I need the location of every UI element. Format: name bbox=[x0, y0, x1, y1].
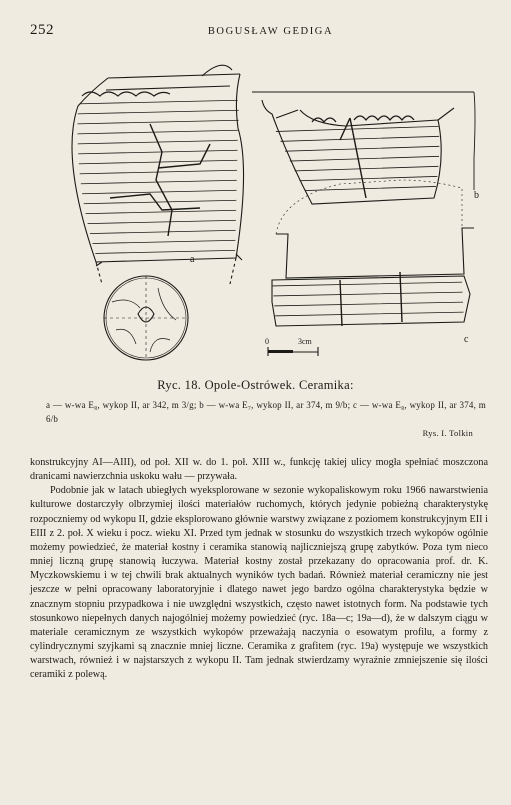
scale-value-label: 3cm bbox=[298, 337, 312, 346]
vessel-c-label: c bbox=[464, 334, 469, 345]
vessel-c-drawing bbox=[268, 180, 474, 326]
figure-caption-title: Ryc. 18. Opole-Ostrówek. Ceramika: bbox=[157, 378, 354, 392]
scale-zero-label: 0 bbox=[265, 337, 269, 346]
vessel-base-drawing bbox=[104, 276, 188, 360]
vessel-a-label: a bbox=[190, 254, 195, 265]
pottery-figure bbox=[50, 48, 500, 370]
body-text bbox=[30, 456, 488, 683]
pottery-drawing bbox=[50, 48, 500, 370]
figure-caption-text: a — w-wa E₈, wykop II, ar 342, m 3/g; b — w-wa E₇, wykop II, ar 374, m 9/b; c — w-wa E₈, wykop II, ar 374, m 6/b bbox=[46, 400, 486, 424]
paragraph: konstrukcyjny AI—AIII), od poł. XII w. do 1. poł. XIII w., funkcję takiej ulicy mogła spełniać moszczona dranicami nawierzchnia uskoku wału — przywała. bbox=[30, 457, 488, 483]
vessel-b-label: b bbox=[474, 190, 479, 201]
vessel-a-drawing bbox=[70, 65, 250, 284]
scale-bar bbox=[268, 347, 318, 356]
figure-credit: Rys. I. Tolkin bbox=[422, 428, 473, 438]
paragraph: Podobnie jak w latach ubiegłych wyeksplorowane w sezonie wykopaliskowym roku 1966 nawarstwienia kulturowe dostarczyły olbrzymiej ilości materiałów ruchomych, których jedynie pobieżną charakterystykę rozpoczniemy od wykopu II, gdzie eksplorowano głównie warstwy związane z poziomem konstrukcyjnym EII i EIII z 2. poł. X wieku i pocz. wieku XI. Przed tym jednak w stosunku do wszystkich trzech wykopów ogólnie możemy powiedzieć, że materiał kostny i ceramika stanowią najliczniejszą grupę zabytków. Poza tym nieco mniej liczną grupę stanowią łuczywa. Materiał kostny został przekazany do opracowania prof. dr. K. Myczkowskiemu i w tej chwili brak aktualnych wyników tych badań. Również materiał ceramiczny nie jest jeszcze w pełni opracowany laboratoryjnie i dlatego nawet jego bardzo ogólna charakterystyka będzie w znacznym stopniu przypadkowa i nie uwzględni wszystkich, często nawet istotnych form. Na podstawie tych stosunkowo niepełnych danych najogólniej możemy powiedzieć (ryc. 18a—c; 19a—d), że w dalszym ciągu w materiale ceramicznym ze wszystkich wykopów przeważają naczynia o esowatym profilu, a formy z cylindrycznymi szyjkami są znacznie mniej liczne. Ceramika z grafitem (ryc. 19a) występuje we wszystkich warstwach, również i w najstarszych z wykopu II. Tam jednak stwierdzamy wyraźnie zmniejszenie się ilości ceramiki z polewą. bbox=[30, 485, 488, 681]
vessel-b-drawing bbox=[252, 92, 475, 204]
running-header: BOGUSŁAW GEDIGA bbox=[207, 26, 334, 37]
page-number: 252 bbox=[30, 22, 54, 38]
